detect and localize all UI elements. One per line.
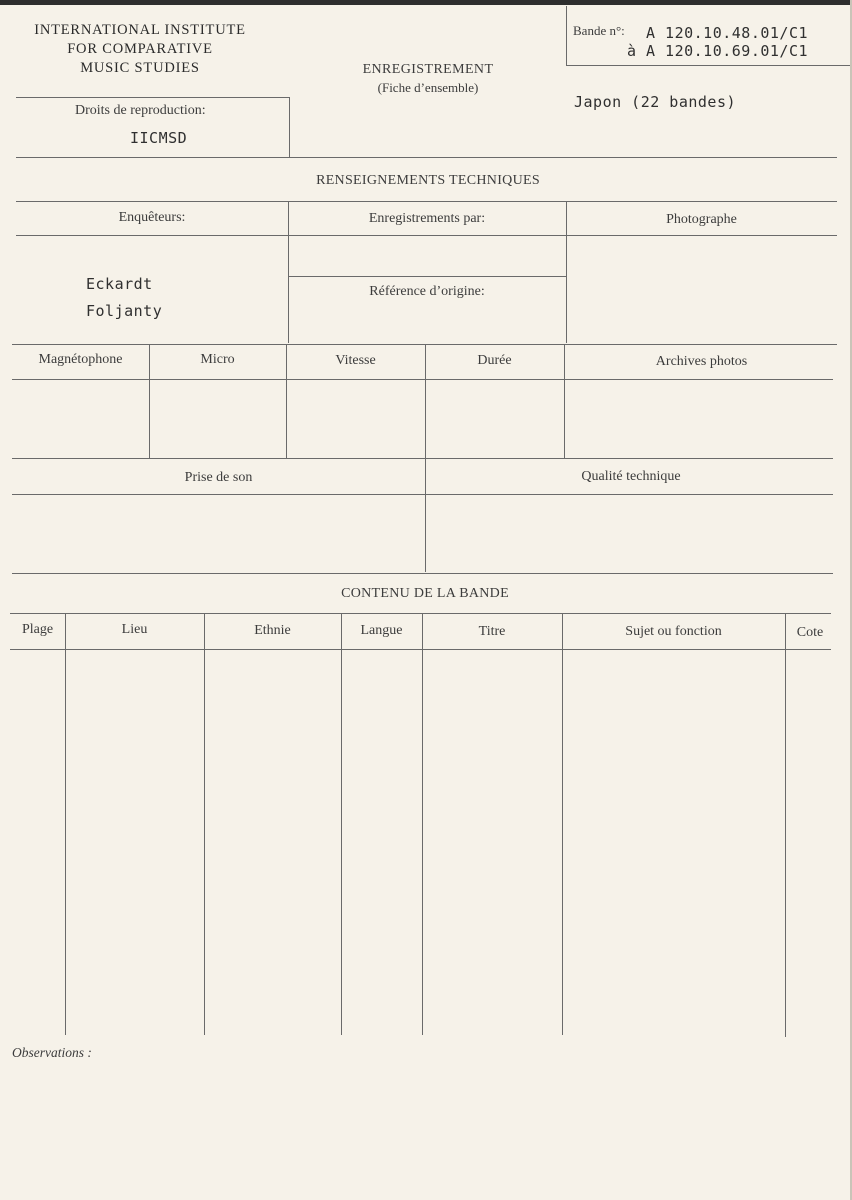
divider bbox=[12, 494, 833, 495]
rights-box-right-border bbox=[289, 97, 290, 157]
tech-section-title: RENSEIGNEMENTS TECHNIQUES bbox=[316, 173, 540, 188]
column-divider bbox=[785, 613, 786, 1037]
divider bbox=[12, 379, 833, 380]
institute-name bbox=[14, 21, 266, 78]
form-subtitle: (Fiche d’ensemble) bbox=[377, 80, 479, 95]
column-divider bbox=[562, 613, 563, 1035]
column-divider bbox=[65, 613, 66, 1035]
bande-box-bottom-border bbox=[566, 65, 850, 66]
col-header-sujet: Sujet ou fonction bbox=[625, 624, 722, 639]
col-header-ethnie: Ethnie bbox=[254, 623, 291, 638]
bande-box-left-border bbox=[566, 6, 567, 65]
bande-to-value: A 120.10.69.01/C1 bbox=[646, 42, 809, 60]
archives-photos-label: Archives photos bbox=[655, 354, 748, 369]
enqueteur-name-2: Foljanty bbox=[86, 302, 163, 320]
divider bbox=[12, 573, 833, 574]
observations-label: Observations : bbox=[12, 1045, 92, 1060]
rights-label: Droits de reproduction: bbox=[75, 103, 206, 118]
divider bbox=[10, 613, 831, 614]
qualite-technique-label: Qualité technique bbox=[581, 469, 681, 484]
column-divider bbox=[341, 613, 342, 1035]
divider bbox=[288, 276, 566, 277]
rights-value: IICMSD bbox=[130, 129, 188, 147]
col-header-cote: Cote bbox=[796, 625, 824, 640]
contenu-section-title: CONTENU DE LA BANDE bbox=[341, 586, 509, 601]
institute-line-2: FOR COMPARATIVE bbox=[67, 41, 213, 57]
prise-de-son-label: Prise de son bbox=[184, 470, 253, 485]
page-top-edge bbox=[0, 0, 852, 5]
micro-label: Micro bbox=[200, 352, 235, 367]
bande-from-value: A 120.10.48.01/C1 bbox=[646, 24, 809, 42]
divider bbox=[16, 235, 837, 236]
divider bbox=[10, 649, 831, 650]
divider bbox=[16, 157, 837, 158]
enqueteur-name-1: Eckardt bbox=[86, 275, 153, 293]
column-divider bbox=[204, 613, 205, 1035]
institute-line-1: INTERNATIONAL INSTITUTE bbox=[34, 22, 246, 38]
col-header-lieu: Lieu bbox=[121, 622, 148, 637]
bande-label: Bande n°: bbox=[573, 23, 625, 38]
col-header-titre: Titre bbox=[478, 624, 506, 639]
col-header-langue: Langue bbox=[360, 623, 403, 638]
vitesse-label: Vitesse bbox=[335, 353, 376, 368]
enqueteurs-label: Enquêteurs: bbox=[118, 210, 186, 225]
magnetophone-label: Magnétophone bbox=[38, 352, 123, 367]
rights-box-top-border bbox=[16, 97, 289, 98]
col-header-plage: Plage bbox=[21, 622, 54, 637]
divider bbox=[16, 201, 837, 202]
divider bbox=[12, 458, 833, 459]
column-divider bbox=[422, 613, 423, 1035]
institute-line-3: MUSIC STUDIES bbox=[80, 60, 200, 76]
photographe-label: Photographe bbox=[666, 212, 737, 227]
duree-label: Durée bbox=[477, 353, 512, 368]
country-value: Japon (22 bandes) bbox=[574, 93, 737, 111]
form-title: ENREGISTREMENT bbox=[362, 62, 494, 77]
enregistrements-label: Enregistrements par: bbox=[368, 211, 486, 226]
reference-label: Référence d’origine: bbox=[369, 284, 485, 299]
bande-to-prefix: à bbox=[627, 42, 637, 60]
